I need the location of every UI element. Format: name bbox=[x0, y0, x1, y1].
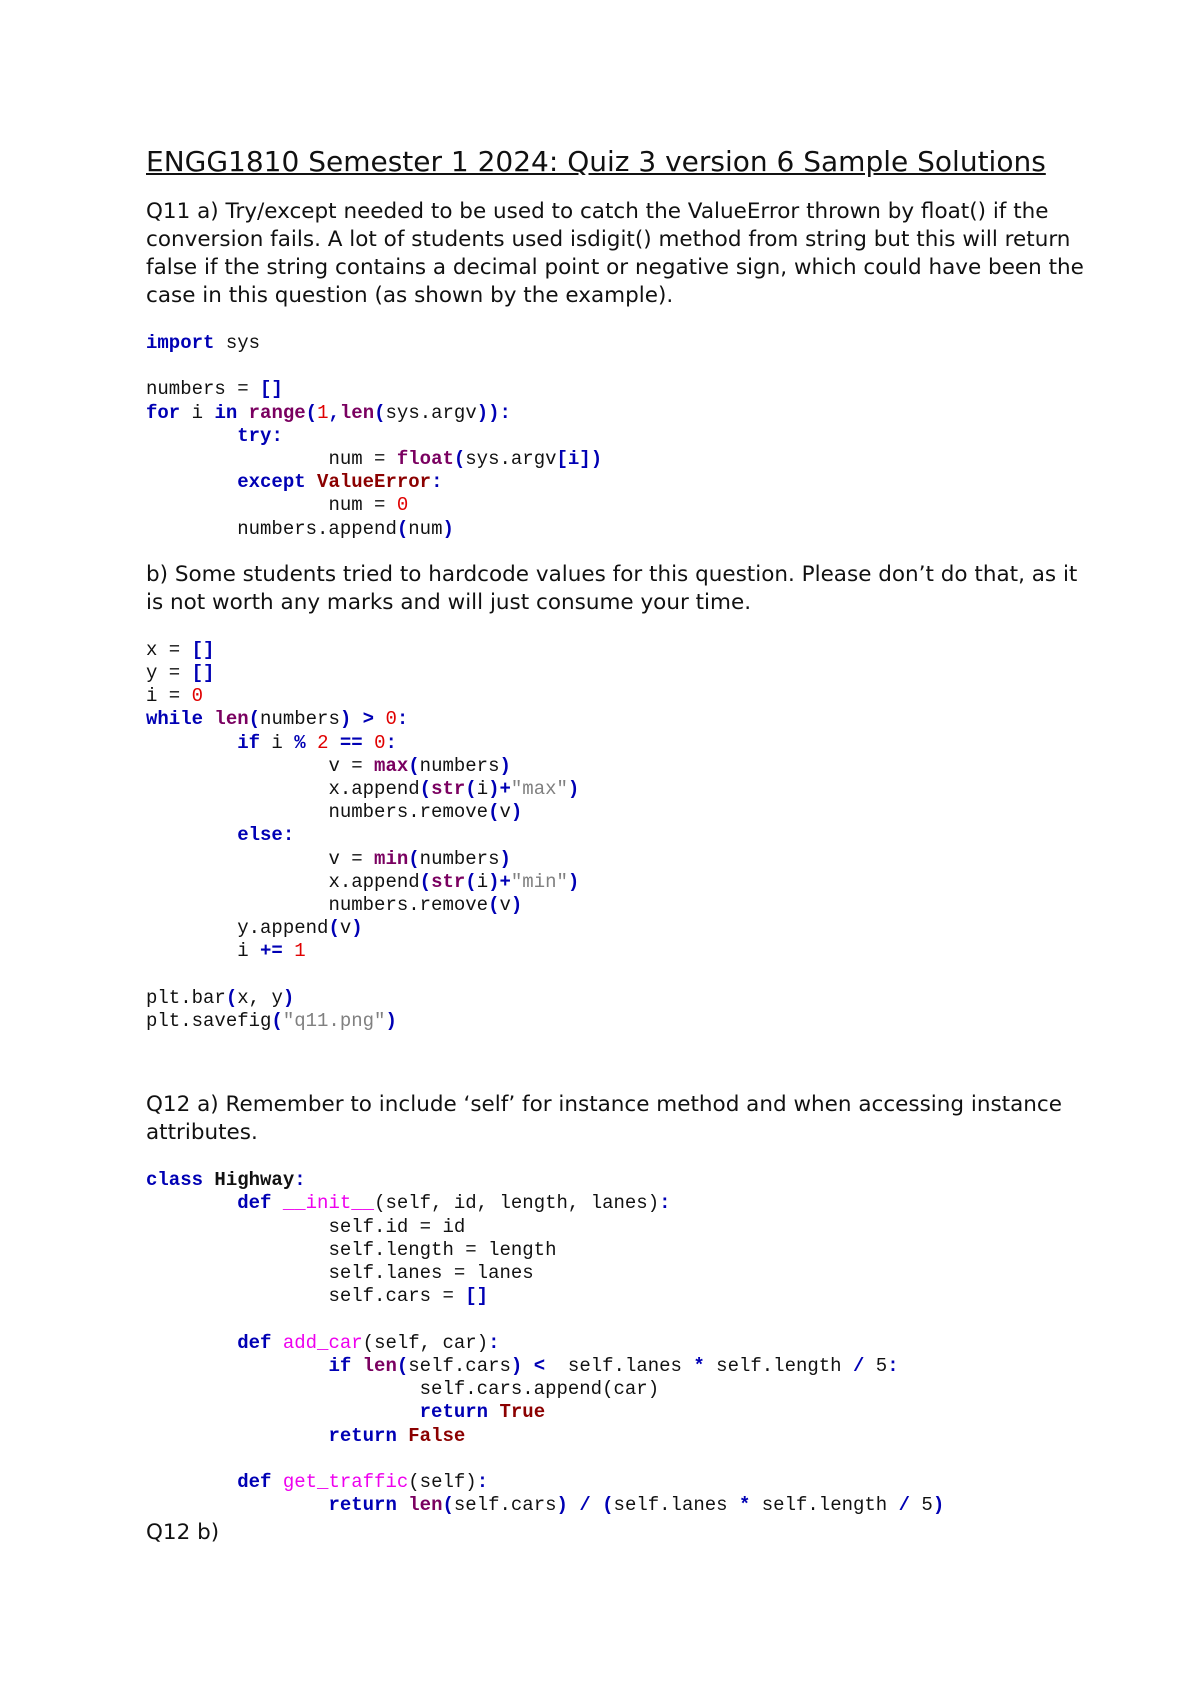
code-token: return bbox=[419, 1401, 489, 1424]
code-token: v = bbox=[328, 754, 375, 777]
code-token: [i] bbox=[556, 448, 591, 471]
code-token: )) bbox=[476, 401, 500, 424]
code-token: ( bbox=[328, 917, 340, 940]
code-token: self.cars bbox=[408, 1354, 511, 1377]
code-token: else bbox=[237, 824, 283, 847]
page-title: ENGG1810 Semester 1 2024: Quiz 3 version 6 Sample Solutions bbox=[146, 145, 1046, 178]
code-token: while bbox=[146, 708, 204, 731]
code-token: ) bbox=[567, 778, 580, 801]
code-token: i = bbox=[146, 685, 192, 708]
code-token: : bbox=[499, 401, 511, 424]
code-token: num = bbox=[328, 494, 397, 517]
code-token: ( bbox=[419, 870, 432, 893]
code-token: str bbox=[431, 870, 466, 893]
code-token: (self, id, length, lanes) bbox=[374, 1192, 660, 1215]
code-token: ) bbox=[339, 708, 352, 731]
code-token: 0 bbox=[374, 731, 386, 754]
code-token: sys.argv bbox=[385, 401, 477, 424]
code-token: max bbox=[374, 754, 409, 777]
code-token: v bbox=[499, 801, 511, 824]
code-token: i bbox=[260, 731, 295, 754]
code-token: [] bbox=[191, 638, 215, 661]
code-token: : bbox=[282, 824, 295, 847]
code-token: ) bbox=[590, 448, 603, 471]
code-token: (self) bbox=[408, 1470, 477, 1493]
code-token: 0 bbox=[191, 685, 204, 708]
code-token: import bbox=[146, 332, 215, 354]
code-token: float bbox=[396, 448, 454, 471]
code-token: "q11.png" bbox=[282, 1010, 386, 1033]
code-token: v bbox=[499, 894, 511, 917]
code-token: ( bbox=[396, 517, 409, 540]
code-token: x = bbox=[146, 638, 192, 661]
code-token: ) bbox=[442, 517, 454, 540]
code-token: ) bbox=[488, 778, 500, 801]
code-token: ( bbox=[225, 986, 238, 1009]
code-token: ) bbox=[385, 1010, 397, 1033]
code-token: : bbox=[396, 708, 409, 731]
code-block-q11a bbox=[146, 332, 1086, 541]
code-token: numbers.remove bbox=[328, 801, 489, 824]
code-token: / bbox=[898, 1494, 911, 1517]
code-token: self.lanes = lanes bbox=[328, 1262, 534, 1285]
code-token: num bbox=[408, 517, 443, 540]
code-token: x, y bbox=[237, 986, 283, 1009]
code-token: ( bbox=[408, 754, 420, 777]
code-token: numbers bbox=[419, 847, 500, 870]
code-token: ( bbox=[419, 778, 432, 801]
code-token: self.cars = bbox=[328, 1285, 466, 1308]
document-page bbox=[146, 142, 1086, 1569]
code-token: try bbox=[237, 424, 272, 447]
code-token: get_traffic bbox=[282, 1470, 409, 1493]
code-token: ( bbox=[374, 401, 386, 424]
code-token: / bbox=[579, 1494, 591, 1517]
code-token: len bbox=[408, 1494, 443, 1517]
q12b-label: Q12 b) bbox=[146, 1520, 220, 1546]
code-token: 1 bbox=[294, 940, 306, 963]
code-block-q12a bbox=[146, 1169, 1086, 1517]
code-token: def bbox=[237, 1331, 272, 1354]
code-token: sys bbox=[214, 332, 261, 354]
code-token: ) bbox=[510, 801, 523, 824]
code-token: num = bbox=[328, 448, 397, 471]
code-token: ( bbox=[465, 870, 477, 893]
code-token: , bbox=[328, 401, 340, 424]
code-token: v = bbox=[328, 847, 375, 870]
code-token: except bbox=[237, 471, 306, 494]
code-token: numbers = bbox=[146, 378, 261, 401]
code-token: : bbox=[294, 1169, 306, 1192]
code-token: __init__ bbox=[282, 1192, 375, 1215]
code-token: 1 bbox=[317, 401, 329, 424]
code-token: : bbox=[431, 471, 443, 494]
code-token: x.append bbox=[328, 778, 420, 801]
code-token: == bbox=[339, 731, 363, 754]
code-token: "max" bbox=[510, 778, 568, 801]
code-token: / bbox=[853, 1354, 865, 1377]
code-token: self.lanes bbox=[613, 1494, 739, 1517]
code-token: self.length bbox=[704, 1354, 853, 1377]
code-token: range bbox=[237, 401, 306, 424]
code-token: numbers bbox=[419, 754, 500, 777]
code-token: [] bbox=[260, 378, 283, 401]
code-token: class bbox=[146, 1169, 204, 1192]
code-token: ( bbox=[408, 847, 420, 870]
code-token: + bbox=[499, 778, 511, 801]
code-token: 5 bbox=[910, 1494, 933, 1517]
code-token: : bbox=[488, 1331, 500, 1354]
code-token: ) bbox=[499, 754, 511, 777]
q12a-text: Q12 a) Remember to include ‘self’ for instance method and when accessing instance attributes. bbox=[146, 1092, 1062, 1146]
q11b-text: b) Some students tried to hardcode values for this question. Please don’t do that, as it is not worth any marks and will just consume your time. bbox=[146, 561, 1078, 615]
code-token: len bbox=[362, 1354, 397, 1377]
code-token: for bbox=[146, 401, 181, 424]
code-token: ) bbox=[499, 847, 511, 870]
code-token: ( bbox=[590, 1494, 614, 1517]
code-token: sys.argv bbox=[465, 448, 557, 471]
code-token: plt.bar bbox=[146, 986, 226, 1009]
code-token: self.length = length bbox=[328, 1238, 557, 1261]
code-token: return bbox=[328, 1424, 397, 1447]
code-token: i bbox=[476, 778, 489, 801]
code-token: numbers bbox=[260, 708, 340, 731]
code-token: len bbox=[214, 708, 249, 731]
code-token: min bbox=[374, 847, 409, 870]
code-token: if bbox=[237, 731, 261, 754]
code-token: v bbox=[339, 917, 352, 940]
code-token: i bbox=[476, 870, 489, 893]
code-token: ( bbox=[488, 801, 500, 824]
code-token: numbers.append bbox=[237, 517, 397, 540]
code-token: * bbox=[738, 1494, 751, 1517]
code-token: : bbox=[385, 731, 397, 754]
code-token: : bbox=[271, 424, 283, 447]
code-token: (self, car) bbox=[362, 1331, 489, 1354]
code-token: ) bbox=[351, 917, 363, 940]
code-token: ( bbox=[453, 448, 466, 471]
code-token: y.append bbox=[237, 917, 329, 940]
code-token: 0 bbox=[396, 494, 409, 517]
code-token: ( bbox=[465, 778, 477, 801]
code-token: += bbox=[260, 940, 283, 963]
code-token: ) bbox=[556, 1494, 568, 1517]
code-token: [] bbox=[191, 662, 215, 685]
code-token: Highway bbox=[203, 1169, 295, 1192]
code-token: ) bbox=[282, 986, 295, 1009]
code-token: 5 bbox=[864, 1354, 888, 1377]
code-token: in bbox=[214, 401, 238, 424]
code-token: ) bbox=[932, 1494, 945, 1517]
code-token: [] bbox=[465, 1285, 489, 1308]
code-token: self.lanes bbox=[556, 1354, 694, 1377]
code-token: ( bbox=[305, 401, 318, 424]
code-token: y = bbox=[146, 662, 192, 685]
q11a-text: Q11 a) Try/except needed to be used to catch the ValueError thrown by float() if the conversion fails. A lot of students used isdigit() method from string but this will return false if the string contains a decimal point or negative sign, which could have been the case in this question (as shown by the example). bbox=[146, 199, 1084, 308]
code-token: def bbox=[237, 1470, 272, 1493]
code-token: ( bbox=[488, 894, 500, 917]
code-token: numbers.remove bbox=[328, 894, 489, 917]
code-token: i bbox=[237, 940, 261, 963]
code-token: i bbox=[180, 401, 215, 424]
code-token: self.length bbox=[750, 1494, 899, 1517]
code-token: return bbox=[328, 1494, 397, 1517]
code-token: ( bbox=[396, 1354, 409, 1377]
code-token: plt.savefig bbox=[146, 1010, 272, 1033]
code-token: 2 bbox=[317, 731, 329, 754]
code-token: : bbox=[476, 1470, 489, 1493]
code-token: ( bbox=[248, 708, 261, 731]
code-token: str bbox=[431, 778, 466, 801]
code-token: len bbox=[339, 401, 375, 424]
code-token: % bbox=[294, 731, 306, 754]
code-token: self.cars.append(car) bbox=[419, 1378, 660, 1401]
code-token: x.append bbox=[328, 870, 420, 893]
code-token: ( bbox=[271, 1010, 283, 1033]
code-token: ValueError bbox=[317, 471, 432, 494]
code-token: if bbox=[328, 1354, 352, 1377]
code-token: add_car bbox=[282, 1331, 363, 1354]
code-token: < bbox=[522, 1354, 557, 1377]
code-token: self.id = id bbox=[328, 1215, 466, 1238]
code-token: * bbox=[693, 1354, 705, 1377]
code-token: > bbox=[351, 708, 386, 731]
code-token: 0 bbox=[385, 708, 397, 731]
code-token: "min" bbox=[510, 870, 568, 893]
code-token: False bbox=[408, 1424, 466, 1447]
code-token: ) bbox=[510, 894, 523, 917]
code-token: : bbox=[887, 1354, 899, 1377]
code-token: def bbox=[237, 1192, 272, 1215]
code-token: : bbox=[659, 1192, 671, 1215]
code-token: ) bbox=[488, 870, 500, 893]
code-token: self.cars bbox=[453, 1494, 557, 1517]
code-token: ) bbox=[567, 870, 580, 893]
code-token: ) bbox=[510, 1354, 523, 1377]
code-block-q11b bbox=[146, 639, 1086, 1033]
code-token: + bbox=[499, 870, 511, 893]
code-token: ( bbox=[442, 1494, 454, 1517]
code-token: True bbox=[499, 1401, 546, 1424]
